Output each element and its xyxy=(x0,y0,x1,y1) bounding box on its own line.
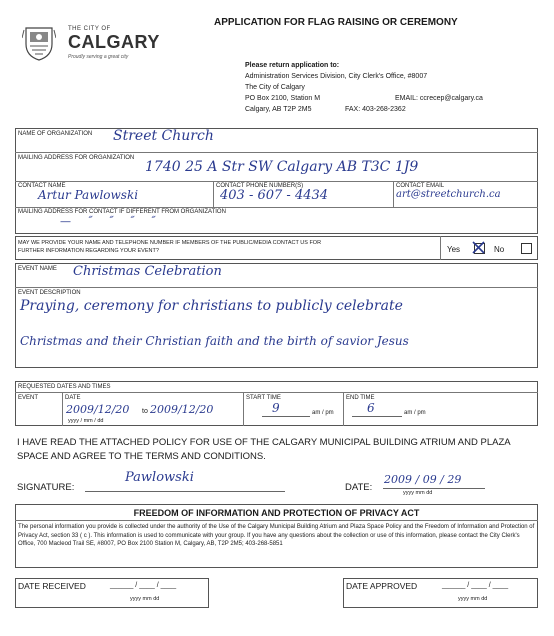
city-crest-icon xyxy=(22,24,56,62)
contact-email-label: CONTACT EMAIL xyxy=(396,183,445,189)
calgary-logo xyxy=(22,22,172,66)
consent-yes-label: Yes xyxy=(447,245,461,254)
agreement-date-format: yyyy mm dd xyxy=(403,490,433,496)
return-line-4: Calgary, AB T2P 2M5 xyxy=(245,106,312,113)
date-format-hint: yyyy / mm / dd xyxy=(68,418,104,424)
return-line-1: Administration Services Division, City Clerk's Office, #8007 xyxy=(245,73,428,80)
date-approved-format: yyyy mm dd xyxy=(458,596,488,602)
date-approved-label: DATE APPROVED xyxy=(346,581,418,591)
contact-email-value[interactable]: art@streetchurch.ca xyxy=(396,189,501,200)
event-description-label: EVENT DESCRIPTION xyxy=(18,290,81,296)
contact-name-label: CONTACT NAME xyxy=(18,183,66,189)
contact-name-value[interactable]: Artur Pawlowski xyxy=(38,188,139,202)
start-time-ampm[interactable]: am / pm xyxy=(312,410,334,416)
consent-yes-checkbox[interactable] xyxy=(474,243,485,254)
return-heading: Please return application to: xyxy=(245,62,340,69)
form-title: APPLICATION FOR FLAG RAISING OR CEREMONY xyxy=(214,17,458,28)
agreement-date-value[interactable]: 2009 / 09 / 29 xyxy=(384,473,462,486)
event-description-line1[interactable]: Praying, ceremony for christians to publicly celebrate xyxy=(20,298,403,314)
signature-value[interactable]: Pawlowski xyxy=(125,470,194,485)
return-email: EMAIL: ccrecep@calgary.ca xyxy=(395,95,483,102)
logo-city-of: THE CITY OF xyxy=(68,26,111,32)
date-received-slashes[interactable]: ______ / ____ / ____ xyxy=(110,582,177,589)
consent-question-line1: MAY WE PROVIDE YOUR NAME AND TELEPHONE NUMBER IF MEMBERS OF THE PUBLIC/MEDIA CONTACT US FOR xyxy=(18,240,322,246)
signature-label: SIGNATURE: xyxy=(17,482,75,493)
end-time-value[interactable]: 6 xyxy=(367,401,375,415)
event-description-line2[interactable]: Christmas and their Christian faith and the birth of savior Jesus xyxy=(20,334,409,348)
foip-heading: FREEDOM OF INFORMATION AND PROTECTION OF PRIVACY ACT xyxy=(133,508,420,518)
contact-alt-mailing-value[interactable]: — ˝ ˝ ˝ ˝ xyxy=(60,215,161,228)
return-line-3: PO Box 2100, Station M xyxy=(245,95,321,102)
start-time-label: START TIME xyxy=(246,395,281,401)
event-name-value[interactable]: Christmas Celebration xyxy=(73,264,222,279)
logo-city-name: CALGARY xyxy=(68,32,160,52)
date-to-word: to xyxy=(142,408,148,415)
agreement-date-label: DATE: xyxy=(345,482,373,493)
return-fax: FAX: 403-268-2362 xyxy=(345,106,406,113)
end-time-ampm[interactable]: am / pm xyxy=(404,410,426,416)
org-mailing-label: MAILING ADDRESS FOR ORGANIZATION xyxy=(18,155,135,161)
event-column-label: EVENT xyxy=(18,395,39,401)
foip-body: The personal information you provide is collected under the authority of the Use of the Calgary Municipal Building Atrium and Plaza Space Policy and the Freedom of Information and Protection of Privacy Act, section 33 ( c ). This information is used to communicate with your group. If you have any questions about the collection or use of this information, please contact the City Clerk's Office, 700 Macleod Trail SE, #8007, PO Box 2100 Station M, Calgary, AB, T2P 2M5; 403-268-5851 xyxy=(18,524,535,547)
date-from-value[interactable]: 2009/12/20 xyxy=(66,403,130,416)
org-mailing-value[interactable]: 1740 25 A Str SW Calgary AB T3C 1J9 xyxy=(145,159,419,175)
return-line-2: The City of Calgary xyxy=(245,84,305,91)
consent-no-label: No xyxy=(494,245,505,254)
consent-question-line2: FURTHER INFORMATION REGARDING YOUR EVENT? xyxy=(18,248,159,254)
agreement-text: I HAVE READ THE ATTACHED POLICY FOR USE OF THE CALGARY MUNICIPAL BUILDING ATRIUM AND PLAZA SPACE AND AGREE TO THE TERMS AND CONDITIONS. xyxy=(17,437,511,462)
contact-phone-label: CONTACT PHONE NUMBER(S) xyxy=(216,183,304,189)
start-time-value[interactable]: 9 xyxy=(272,401,280,415)
consent-no-checkbox[interactable] xyxy=(521,243,532,254)
check-mark-icon xyxy=(472,241,485,254)
logo-tagline: Proudly serving a great city xyxy=(68,54,129,60)
contact-alt-mailing-label: MAILING ADDRESS FOR CONTACT IF DIFFERENT FROM ORGANIZATION xyxy=(18,209,226,215)
contact-phone-value[interactable]: 403 - 607 - 4434 xyxy=(220,188,329,203)
end-time-label: END TIME xyxy=(346,395,375,401)
org-name-label: NAME OF ORGANIZATION xyxy=(18,131,93,137)
date-approved-slashes[interactable]: ______ / ____ / ____ xyxy=(442,582,509,589)
date-received-label: DATE RECEIVED xyxy=(18,581,86,591)
date-to-value[interactable]: 2009/12/20 xyxy=(150,403,214,416)
event-name-label: EVENT NAME xyxy=(18,266,57,272)
date-received-format: yyyy mm dd xyxy=(130,596,160,602)
org-name-value[interactable]: Street Church xyxy=(113,128,214,144)
requested-dates-label: REQUESTED DATES AND TIMES xyxy=(18,384,111,390)
date-column-label: DATE xyxy=(65,395,81,401)
